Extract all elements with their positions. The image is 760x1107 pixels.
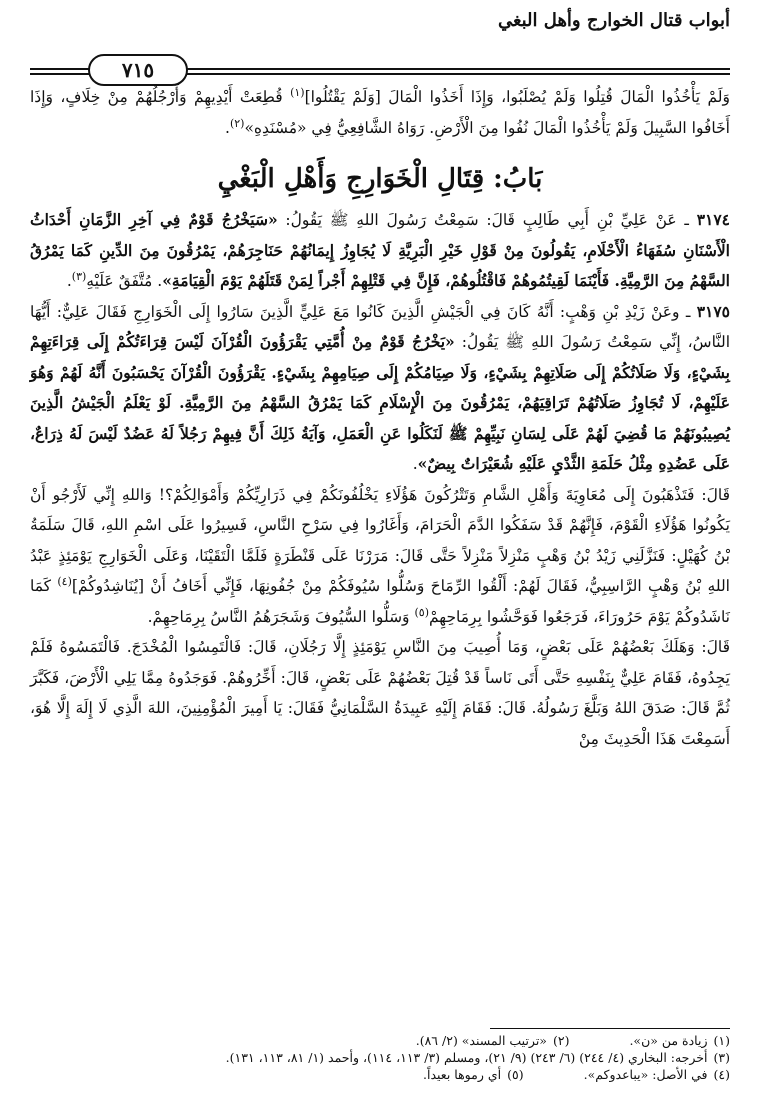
- running-title: أبواب قتال الخوارج وأهل البغي: [497, 10, 730, 31]
- footnote-text: «ترتيب المسند» (٢/ ٨٦).: [415, 1033, 547, 1048]
- footnote-text: أي رموها بعيداً.: [423, 1067, 502, 1082]
- page-number: ٧١٥: [88, 54, 188, 86]
- prophetic-saying: «يَخْرُجُ قَوْمٌ مِنْ أُمَّتِي يَقْرَؤُونَ الْقُرْآنَ لَيْسَ قِرَاءَتُكُمْ إِلَى قِرَاءَتِهِمْ بِشَيْءٍ، وَلَا صَلَاتُكُمْ إِلَى صَلَاتِهِمْ بِشَيْءٍ، وَلَا صِيَامُكُمْ إِلَى صِيَامِهِمْ بِشَيْءٍ. يَقْرَؤُونَ الْقُرْآنَ يَحْسَبُونَ أَنَّهُ لَهُمْ وَهُوَ عَلَيْهِمْ، لَا تُجَاوِزُ صَلَاتُهُمْ تَرَاقِيَهُمْ، يَمْرُقُونَ مِنَ الْإِسْلَامِ كَمَا يَمْرُقُ السَّهْمُ مِنَ الرَّمِيَّةِ. لَوْ يَعْلَمُ الْجَيْشُ الَّذِينَ يُصِيبُونَهُمْ مَا قُضِيَ لَهُمْ عَلَى لِسَانِ نَبِيِّهِمْ ﷺ لَنَكَلُوا عَنِ الْعَمَلِ، وَآيَةُ ذَلِكَ أَنَّ فِيهِمْ رَجُلاً لَهُ عَضُدٌ لَيْسَ لَهُ ذِرَاعٌ، عَلَى عَضُدِهِ مِثْلُ حَلَمَةِ الثَّدْيِ عَلَيْهِ شُعَيْرَاتٌ بِيضٌ»: [30, 332, 730, 473]
- footnote-number: (٣): [713, 1050, 730, 1065]
- hadith-number: ٣١٧٥: [696, 301, 730, 321]
- continued-paragraph: [30, 82, 730, 143]
- footnotes: [30, 1032, 730, 1083]
- footnote-text: زيادة من «ن».: [629, 1033, 708, 1048]
- footnote-5: [423, 1066, 524, 1083]
- hadith-number: ٣١٧٤: [696, 210, 731, 229]
- hadith-3175: [30, 297, 730, 480]
- footnote-row: [30, 1066, 730, 1083]
- narration-paragraph-2: [30, 632, 730, 754]
- footnote-separator: [490, 1028, 730, 1029]
- footnote-text: أخرجه: البخاري (٤/ ٢٤٤) (٦/ ٢٤٣) (٩/ ٢١)، ومسلم (٣/ ١١٣، ١١٤)، وأحمد (١/ ٨١، ١١٣، ١٣١).: [225, 1050, 708, 1065]
- footnote-ref-5[interactable]: (٥): [414, 605, 429, 619]
- footnote-ref-1[interactable]: (١): [290, 85, 305, 99]
- footnote-ref-2[interactable]: (٢): [229, 116, 245, 130]
- paragraph-text: وَسَلُّوا السُّيُوفَ وَشَجَرَهُمُ النَّاسُ بِرِمَاحِهِمْ.: [147, 607, 415, 626]
- footnote-number: (٢): [552, 1033, 570, 1048]
- footnote-text: في الأصل: «يباعدوكم».: [583, 1067, 708, 1082]
- main-text: [30, 82, 730, 754]
- paragraph-text: قُطِعَتْ أَيْدِيهِمْ وَأَرْجُلُهُمْ مِنْ خِلَافٍ، وَإِذَا أَخَافُوا السَّبِيلَ وَلَمْ يَأْخُذُوا الْمَالَ نُفُوا مِنَ الْأَرْضِ. رَوَاهُ الشَّافِعِيُّ فِي «مُسْنَدِهِ»: [30, 88, 730, 137]
- hadith-3174: [30, 205, 730, 297]
- footnote-2: [416, 1032, 570, 1049]
- page-header: [30, 8, 730, 82]
- hadith-tail: .: [412, 455, 418, 473]
- footnote-ref-3[interactable]: (٣): [71, 269, 87, 283]
- footnote-number: (١): [713, 1033, 730, 1048]
- footnote-number: (٤): [713, 1067, 730, 1082]
- footnote-3: [30, 1049, 730, 1066]
- footnote-1: [629, 1032, 730, 1049]
- paragraph-text: قَالَ: فَتَذْهَبُونَ إِلَى مُعَاوِيَةَ وَأَهْلِ الشَّامِ وَتَتْرُكُونَ هَؤُلَاءِ يَخْلُفُونَكُمْ فِي ذَرَارِيِّكُمْ وَأَمْوَالِكُمْ؟! وَاللهِ إِنِّي لَأَرْجُو أَنْ يَكُونُوا هَؤُلَاءِ الْقَوْمَ، فَإِنَّهُمْ قَدْ سَفَكُوا الدَّمَ الْحَرَامَ، وَأَغَارُوا فِي سَرْحِ النَّاسِ، فَسِيرُوا عَلَى اسْمِ اللهِ، قَالَ سَلَمَةُ بْنُ كُهَيْلٍ: فَنَزَّلَنِي زَيْدُ بْنُ وَهْبٍ مَنْزِلاً مَنْزِلاً حَتَّى قَالَ: مَرَرْنَا عَلَى قَنْطَرَةٍ فَلَمَّا الْتَقَيْنَا، وَعَلَى الْخَوَارِجِ يَوْمَئِذٍ عَبْدُ اللهِ بْنُ وَهْبٍ الرَّاسِبِيُّ، فَقَالَ لَهُمْ: أَلْقُوا الرِّمَاحَ وَسُلُّوا سُيُوفَكُمْ مِنْ جُفُونِهَا، فَإِنِّي أَخَافُ أَنْ [يُنَاشِدُوكُمْ]: [30, 485, 730, 595]
- footnote-4: [584, 1066, 730, 1083]
- footnote-row: [30, 1032, 730, 1049]
- hadith-intro: ـ عَنْ عَلِيِّ بْنِ أَبِي طَالِبٍ قَالَ: سَمِعْتُ رَسُولَ اللهِ ﷺ يَقُولُ:: [277, 211, 697, 229]
- footnote-number: (٥): [507, 1067, 524, 1082]
- hadith-intro: ـ وعَنْ زَيْدِ بْنِ وَهْبٍ: أَنَّهُ كَانَ فِي الْجَيْشِ الَّذِينَ كَانُوا مَعَ عَلِيٍّ الَّذِينَ سَارُوا إِلَى الْخَوَارِجِ فَقَالَ عَلِيٌّ: أَيُّهَا النَّاسُ، إِنِّي سَمِعْتُ رَسُولَ اللهِ ﷺ يَقُولُ:: [30, 302, 731, 351]
- paragraph-text: قَالَ: وَهَلَكَ بَعْضُهُمْ عَلَى بَعْضٍ، وَمَا أُصِيبَ مِنَ النَّاسِ يَوْمَئِذٍ إِلَّا رَجُلَانِ، قَالَ: فَالْتَمِسُوا الْمُخْدَجَ. فَالْتَمَسُوهُ فَلَمْ يَجِدُوهُ، فَقَامَ عَلِيٌّ بِنَفْسِهِ حَتَّى أَتَى نَاساً قَدْ قُتِلَ بَعْضُهُمْ عَلَى بَعْضٍ، قَالَ: أَخِّرُوهُمْ. فَوَجَدُوهُ مِمَّا يَلِي الْأَرْضَ، فَكَبَّرَ ثُمَّ قَالَ: صَدَقَ اللهُ وَبَلَّغَ رَسُولُهُ. قَالَ: فَقَامَ إِلَيْهِ عَبِيدَةُ السَّلْمَانِيُّ فَقَالَ: يَا أَمِيرَ الْمُؤْمِنِينَ، اللهَ الَّذِي لَا إِلَهَ إِلَّا هُوَ، أَسَمِعْتَ هَذَا الْحَدِيثَ مِنْ: [30, 638, 730, 748]
- paragraph-text: كَمَا نَاشَدُوكُمْ يَوْمَ حَرُورَاءَ، فَرَجَعُوا فَوَحَّشُوا بِرِمَاحِهِمْ: [30, 577, 730, 626]
- narration-paragraph-1: [30, 480, 730, 633]
- prophetic-saying: «سَيَخْرُجُ قَوْمٌ فِي آخِرِ الزَّمَانِ أَحْدَاثُ الْأَسْنَانِ سُفَهَاءُ الْأَحْلَامِ، يَقُولُونَ مِنْ قَوْلِ خَيْرِ الْبَرِيَّةِ لَا يُجَاوِزُ إِيمَانُهُمْ حَنَاجِرَهُمْ، يَمْرُقُونَ مِنَ الدِّينِ كَمَا يَمْرُقُ السَّهْمُ مِنَ الرَّمِيَّةِ. فَأَيْنَمَا لَقِيتُمُوهُمْ فَاقْتُلُوهُمْ، فَإِنَّ فِي قَتْلِهِمْ أَجْراً لِمَنْ قَتَلَهُمْ يَوْمَ الْقِيَامَةِ»: [30, 210, 730, 290]
- footnote-ref-4[interactable]: (٤): [57, 574, 72, 588]
- paragraph-text: .: [225, 118, 230, 137]
- paragraph-text: وَلَمْ يَأْخُذُوا الْمَالَ قُتِلُوا وَلَمْ يُصْلَبُوا، وَإِذَا أَخَذُوا الْمَالَ [وَلَمْ يَقْتُلُوا]: [304, 88, 730, 106]
- hadith-ending: . مُتَّفَقٌ عَلَيْهِ: [86, 272, 163, 290]
- hadith-tail: .: [66, 272, 72, 290]
- chapter-heading: بَابُ: قِتَالِ الْخَوَارِجِ وَأَهْلِ الْبَغْيِ: [217, 164, 543, 194]
